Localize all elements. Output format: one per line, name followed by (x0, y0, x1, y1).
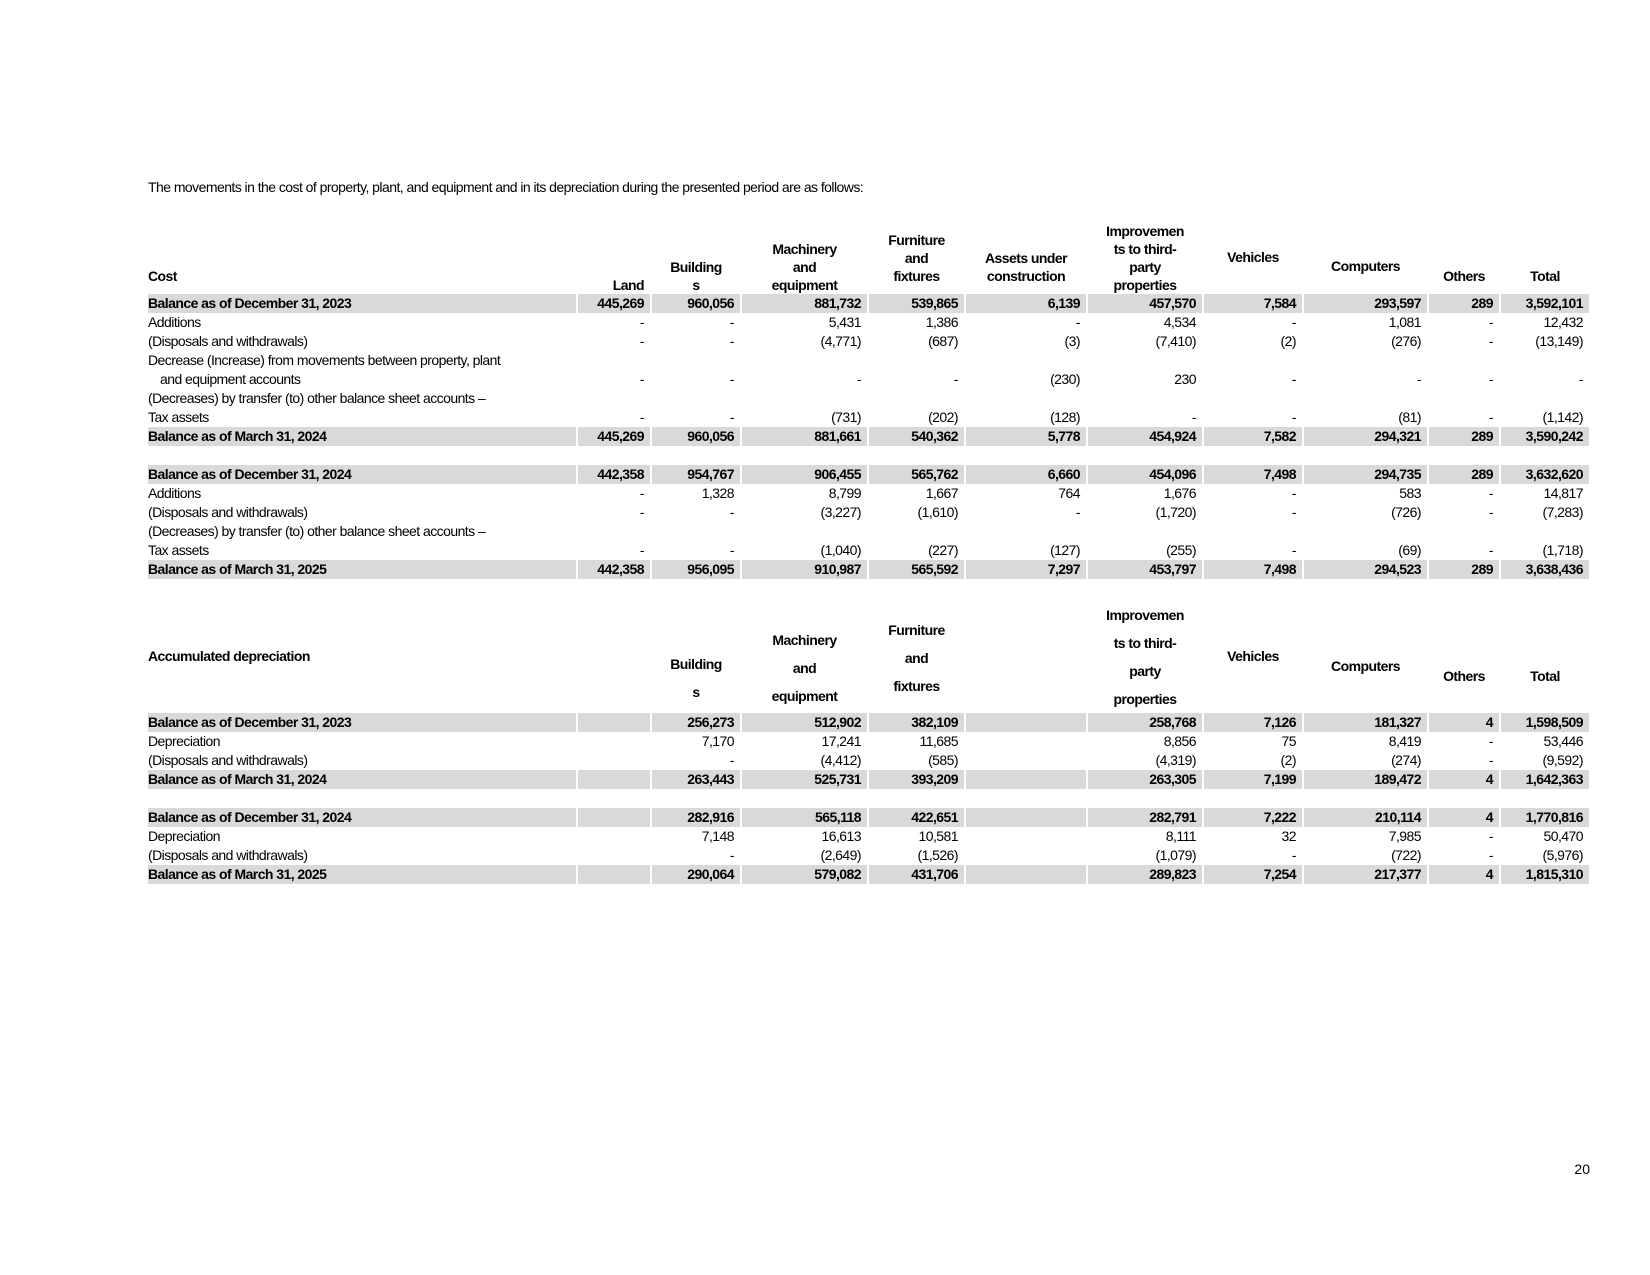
cell-value: 445,269 (577, 427, 651, 446)
cell-value: - (1203, 484, 1303, 503)
cell-value: (274) (1303, 751, 1428, 770)
cell-value: - (577, 484, 651, 503)
cell-value: - (577, 332, 651, 351)
cell-value: 1,081 (1303, 313, 1428, 332)
cell-value: - (868, 370, 965, 389)
balance-row (148, 865, 1590, 884)
cell-value: 289 (1428, 427, 1500, 446)
cell-value (868, 389, 965, 408)
row-label: Additions (148, 313, 577, 332)
cell-value: 3,638,436 (1500, 560, 1590, 579)
cell-value: 289,823 (1087, 865, 1203, 884)
cell-value: 258,768 (1087, 713, 1203, 732)
table-row (148, 827, 1590, 846)
cell-value: - (651, 751, 741, 770)
cell-value: 5,431 (741, 313, 868, 332)
cell-value: 282,791 (1087, 808, 1203, 827)
cell-value (651, 522, 741, 541)
cell-value: 4,534 (1087, 313, 1203, 332)
cell-value (577, 389, 651, 408)
cell-value (965, 713, 1087, 732)
cell-value: (227) (868, 541, 965, 560)
cell-value (741, 522, 868, 541)
cell-value: 7,584 (1203, 294, 1303, 313)
cell-value: 881,732 (741, 294, 868, 313)
cell-value: - (1203, 846, 1303, 865)
table-row (148, 732, 1590, 751)
row-label: Balance as of December 31, 2023 (148, 713, 577, 732)
cost-col-header: Total (1500, 213, 1590, 294)
cell-value: 4 (1428, 713, 1500, 732)
row-label: Tax assets (148, 541, 577, 560)
cell-value: - (1203, 370, 1303, 389)
cell-value: 5,778 (965, 427, 1087, 446)
cell-value: (13,149) (1500, 332, 1590, 351)
cell-value: - (651, 370, 741, 389)
cell-value: (81) (1303, 408, 1428, 427)
cell-value: 50,470 (1500, 827, 1590, 846)
cell-value: (1,720) (1087, 503, 1203, 522)
cell-value (1303, 351, 1428, 370)
dep-col-header: Improvemen ts to third- party properties (1087, 601, 1203, 713)
cell-value: 217,377 (1303, 865, 1428, 884)
cell-value (1203, 522, 1303, 541)
cell-value: 32 (1203, 827, 1303, 846)
cell-value: 4 (1428, 865, 1500, 884)
cell-value: 282,916 (651, 808, 741, 827)
cell-value: - (1428, 408, 1500, 427)
cell-value: (687) (868, 332, 965, 351)
cell-value (965, 865, 1087, 884)
cell-value: 454,924 (1087, 427, 1203, 446)
cell-value: - (1303, 370, 1428, 389)
balance-row (148, 713, 1590, 732)
dep-col-header: Vehicles (1203, 601, 1303, 713)
cell-value: (127) (965, 541, 1087, 560)
table-row (148, 522, 1590, 541)
cell-value: - (1428, 484, 1500, 503)
cell-value: - (1428, 732, 1500, 751)
row-label: Balance as of March 31, 2025 (148, 865, 577, 884)
cell-value: 12,432 (1500, 313, 1590, 332)
cell-value: 431,706 (868, 865, 965, 884)
cell-value (577, 846, 651, 865)
cell-value: (1,040) (741, 541, 868, 560)
cell-value: - (651, 408, 741, 427)
cell-value: 14,817 (1500, 484, 1590, 503)
depreciation-header-row (148, 601, 1590, 713)
cell-value: - (1203, 503, 1303, 522)
cell-value: 579,082 (741, 865, 868, 884)
cell-value: 1,642,363 (1500, 770, 1590, 789)
cell-value: 7,498 (1203, 465, 1303, 484)
cell-value: 263,443 (651, 770, 741, 789)
row-label: Balance as of December 31, 2024 (148, 808, 577, 827)
cell-value: 393,209 (868, 770, 965, 789)
intro-text: The movements in the cost of property, plant, and equipment and in its depreciation during the presented period are as follows: (148, 179, 864, 195)
cell-value (1500, 522, 1590, 541)
cell-value: (4,771) (741, 332, 868, 351)
cell-value: 540,362 (868, 427, 965, 446)
cell-value: (3) (965, 332, 1087, 351)
cell-value: 10,581 (868, 827, 965, 846)
table-row (148, 541, 1590, 560)
cell-value (1203, 389, 1303, 408)
cell-value: - (1428, 827, 1500, 846)
cell-value: - (1428, 503, 1500, 522)
cell-value: 906,455 (741, 465, 868, 484)
cell-value (965, 846, 1087, 865)
cell-value: 382,109 (868, 713, 965, 732)
cell-value: - (741, 370, 868, 389)
page-number: 20 (1574, 1161, 1590, 1177)
cell-value (741, 351, 868, 370)
cell-value: 4 (1428, 770, 1500, 789)
cell-value: 457,570 (1087, 294, 1203, 313)
cell-value: 8,799 (741, 484, 868, 503)
cell-value: (2,649) (741, 846, 868, 865)
cell-value: 910,987 (741, 560, 868, 579)
balance-row (148, 465, 1590, 484)
cell-value: 8,419 (1303, 732, 1428, 751)
cell-value (577, 808, 651, 827)
dep-col-header: Others (1428, 601, 1500, 713)
cell-value (868, 522, 965, 541)
cell-value: - (1087, 408, 1203, 427)
depreciation-table (148, 601, 1591, 884)
cell-value: 293,597 (1303, 294, 1428, 313)
cell-value: - (1428, 541, 1500, 560)
cell-value: 263,305 (1087, 770, 1203, 789)
cell-value (577, 865, 651, 884)
cell-value: (722) (1303, 846, 1428, 865)
cell-value: 289 (1428, 294, 1500, 313)
cell-value: 453,797 (1087, 560, 1203, 579)
cell-value: - (1500, 370, 1590, 389)
table-row (148, 332, 1590, 351)
cost-col-header: Computers (1303, 213, 1428, 294)
cell-value: 6,139 (965, 294, 1087, 313)
dep-col-header (577, 601, 651, 713)
table-row (148, 370, 1590, 389)
dep-col-header: Building s (651, 601, 741, 713)
cell-value: 1,667 (868, 484, 965, 503)
cost-col-header: Improvemen ts to third- party properties (1087, 213, 1203, 294)
cost-col-header: Assets under construction (965, 213, 1087, 294)
cell-value (1428, 522, 1500, 541)
cell-value: 7,297 (965, 560, 1087, 579)
cost-col-header: Furniture and fixtures (868, 213, 965, 294)
cell-value (1303, 522, 1428, 541)
cell-value (965, 389, 1087, 408)
cell-value: 881,661 (741, 427, 868, 446)
cell-value: (128) (965, 408, 1087, 427)
cell-value: 16,613 (741, 827, 868, 846)
cell-value: - (1203, 541, 1303, 560)
cell-value: 956,095 (651, 560, 741, 579)
balance-row (148, 427, 1590, 446)
cell-value: 539,865 (868, 294, 965, 313)
row-label: (Disposals and withdrawals) (148, 503, 577, 522)
cell-value (651, 351, 741, 370)
cell-value: - (1428, 751, 1500, 770)
cell-value: (1,610) (868, 503, 965, 522)
row-label: Depreciation (148, 827, 577, 846)
cell-value: - (651, 332, 741, 351)
cell-value: - (1428, 332, 1500, 351)
cell-value: 1,770,816 (1500, 808, 1590, 827)
cell-value: 7,254 (1203, 865, 1303, 884)
cell-value: 256,273 (651, 713, 741, 732)
cost-col-header: Land (577, 213, 651, 294)
cell-value (965, 732, 1087, 751)
table-row (148, 484, 1590, 503)
cell-value (965, 770, 1087, 789)
cell-value (577, 827, 651, 846)
cell-value: 4 (1428, 808, 1500, 827)
cell-value (965, 751, 1087, 770)
cell-value: (255) (1087, 541, 1203, 560)
dep-col-header: Machinery and equipment (741, 601, 868, 713)
balance-row (148, 560, 1590, 579)
cell-value: 8,856 (1087, 732, 1203, 751)
row-label: (Disposals and withdrawals) (148, 751, 577, 770)
cell-value: 7,498 (1203, 560, 1303, 579)
cell-value: 7,170 (651, 732, 741, 751)
cell-value: 17,241 (741, 732, 868, 751)
cell-value: (726) (1303, 503, 1428, 522)
row-label: (Decreases) by transfer (to) other balance sheet accounts – (148, 522, 577, 541)
cell-value: (1,526) (868, 846, 965, 865)
row-label: Balance as of December 31, 2023 (148, 294, 577, 313)
cell-value: (5,976) (1500, 846, 1590, 865)
cell-value (1428, 351, 1500, 370)
cell-value: (4,319) (1087, 751, 1203, 770)
cell-value (577, 522, 651, 541)
cell-value: (230) (965, 370, 1087, 389)
cell-value: 454,096 (1087, 465, 1203, 484)
table-row (148, 389, 1590, 408)
cell-value: 960,056 (651, 427, 741, 446)
cell-value: 525,731 (741, 770, 868, 789)
cost-col-header: Machinery and equipment (741, 213, 868, 294)
cell-value: 422,651 (868, 808, 965, 827)
table-row (148, 408, 1590, 427)
cell-value: 7,222 (1203, 808, 1303, 827)
table-row (148, 313, 1590, 332)
cell-value: 230 (1087, 370, 1203, 389)
row-label: Additions (148, 484, 577, 503)
cell-value (965, 808, 1087, 827)
cell-value (1087, 351, 1203, 370)
cell-value: (2) (1203, 751, 1303, 770)
cell-value: (1,079) (1087, 846, 1203, 865)
cell-value: - (1428, 846, 1500, 865)
cell-value (965, 351, 1087, 370)
cell-value: 7,199 (1203, 770, 1303, 789)
spacer-row (148, 789, 1590, 808)
row-label: Balance as of December 31, 2024 (148, 465, 577, 484)
cell-value: - (1428, 370, 1500, 389)
cell-value (577, 351, 651, 370)
cell-value: 7,985 (1303, 827, 1428, 846)
cell-value: 1,386 (868, 313, 965, 332)
cell-value: 1,676 (1087, 484, 1203, 503)
cell-value: 3,632,620 (1500, 465, 1590, 484)
table-row (148, 846, 1590, 865)
cell-value: 7,126 (1203, 713, 1303, 732)
cell-value: - (651, 313, 741, 332)
cell-value: - (577, 313, 651, 332)
cell-value (965, 827, 1087, 846)
cell-value (577, 713, 651, 732)
cell-value: 960,056 (651, 294, 741, 313)
cell-value: 210,114 (1303, 808, 1428, 827)
cell-value: - (965, 503, 1087, 522)
cell-value (1087, 389, 1203, 408)
cell-value: - (577, 370, 651, 389)
row-label: and equipment accounts (148, 370, 577, 389)
cell-value: - (1203, 313, 1303, 332)
cell-value: 565,118 (741, 808, 868, 827)
cell-value: 11,685 (868, 732, 965, 751)
dep-col-header: Total (1500, 601, 1590, 713)
cell-value (651, 389, 741, 408)
cell-value: 290,064 (651, 865, 741, 884)
cell-value (1087, 522, 1203, 541)
table-row (148, 351, 1590, 370)
cell-value (965, 522, 1087, 541)
cell-value (1500, 389, 1590, 408)
row-label: Decrease (Increase) from movements between property, plant (148, 351, 577, 370)
cell-value (1428, 389, 1500, 408)
cell-value: 1,815,310 (1500, 865, 1590, 884)
cell-value: 3,590,242 (1500, 427, 1590, 446)
cell-value: 294,523 (1303, 560, 1428, 579)
balance-row (148, 808, 1590, 827)
cell-value: (7,410) (1087, 332, 1203, 351)
cell-value: (731) (741, 408, 868, 427)
cell-value: - (577, 541, 651, 560)
cell-value: 1,598,509 (1500, 713, 1590, 732)
cell-value: - (651, 541, 741, 560)
cell-value: 6,660 (965, 465, 1087, 484)
cell-value: 53,446 (1500, 732, 1590, 751)
cell-value (868, 351, 965, 370)
cell-value: (1,718) (1500, 541, 1590, 560)
cost-col-header: Vehicles (1203, 213, 1303, 294)
cost-col-header: Cost (148, 213, 577, 294)
dep-col-header (965, 601, 1087, 713)
cost-col-header: Building s (651, 213, 741, 294)
cell-value: 294,321 (1303, 427, 1428, 446)
cell-value: (2) (1203, 332, 1303, 351)
dep-col-header: Computers (1303, 601, 1428, 713)
cell-value: - (651, 503, 741, 522)
cell-value (741, 389, 868, 408)
row-label: (Decreases) by transfer (to) other balance sheet accounts – (148, 389, 577, 408)
cell-value: 442,358 (577, 560, 651, 579)
cell-value: 512,902 (741, 713, 868, 732)
cost-header-row (148, 213, 1590, 294)
cell-value (1303, 389, 1428, 408)
row-label: Balance as of March 31, 2024 (148, 427, 577, 446)
row-label: Balance as of March 31, 2024 (148, 770, 577, 789)
cell-value (577, 732, 651, 751)
row-label: Balance as of March 31, 2025 (148, 560, 577, 579)
row-label: Tax assets (148, 408, 577, 427)
cell-value: (7,283) (1500, 503, 1590, 522)
cell-value: (585) (868, 751, 965, 770)
balance-row (148, 770, 1590, 789)
cell-value: 289 (1428, 560, 1500, 579)
cell-value: (1,142) (1500, 408, 1590, 427)
cell-value: 954,767 (651, 465, 741, 484)
spacer-row (148, 446, 1590, 465)
cell-value: 764 (965, 484, 1087, 503)
cell-value: 442,358 (577, 465, 651, 484)
cell-value: 565,592 (868, 560, 965, 579)
cell-value: 565,762 (868, 465, 965, 484)
cost-col-header: Others (1428, 213, 1500, 294)
cell-value: - (577, 408, 651, 427)
cell-value: (4,412) (741, 751, 868, 770)
cell-value (1203, 351, 1303, 370)
balance-row (148, 294, 1590, 313)
row-label: Depreciation (148, 732, 577, 751)
cell-value: 75 (1203, 732, 1303, 751)
cell-value: 181,327 (1303, 713, 1428, 732)
cell-value: 1,328 (651, 484, 741, 503)
cost-table (148, 213, 1591, 579)
cell-value: 8,111 (1087, 827, 1203, 846)
cell-value: - (577, 503, 651, 522)
cell-value: (276) (1303, 332, 1428, 351)
cell-value: (3,227) (741, 503, 868, 522)
cell-value: (202) (868, 408, 965, 427)
cell-value: 445,269 (577, 294, 651, 313)
cell-value: - (651, 846, 741, 865)
row-label: (Disposals and withdrawals) (148, 332, 577, 351)
cell-value: 289 (1428, 465, 1500, 484)
cell-value: - (1428, 313, 1500, 332)
cell-value: 7,148 (651, 827, 741, 846)
table-row (148, 751, 1590, 770)
cell-value: (69) (1303, 541, 1428, 560)
cell-value: 7,582 (1203, 427, 1303, 446)
row-label: (Disposals and withdrawals) (148, 846, 577, 865)
cell-value (1500, 351, 1590, 370)
cell-value: 294,735 (1303, 465, 1428, 484)
cell-value: (9,592) (1500, 751, 1590, 770)
cell-value: - (1203, 408, 1303, 427)
dep-col-header: Furniture and fixtures (868, 601, 965, 713)
cell-value: 583 (1303, 484, 1428, 503)
table-row (148, 503, 1590, 522)
cell-value: 3,592,101 (1500, 294, 1590, 313)
dep-col-header: Accumulated depreciation (148, 601, 577, 713)
cell-value (577, 770, 651, 789)
cell-value: - (965, 313, 1087, 332)
cell-value (577, 751, 651, 770)
cell-value: 189,472 (1303, 770, 1428, 789)
